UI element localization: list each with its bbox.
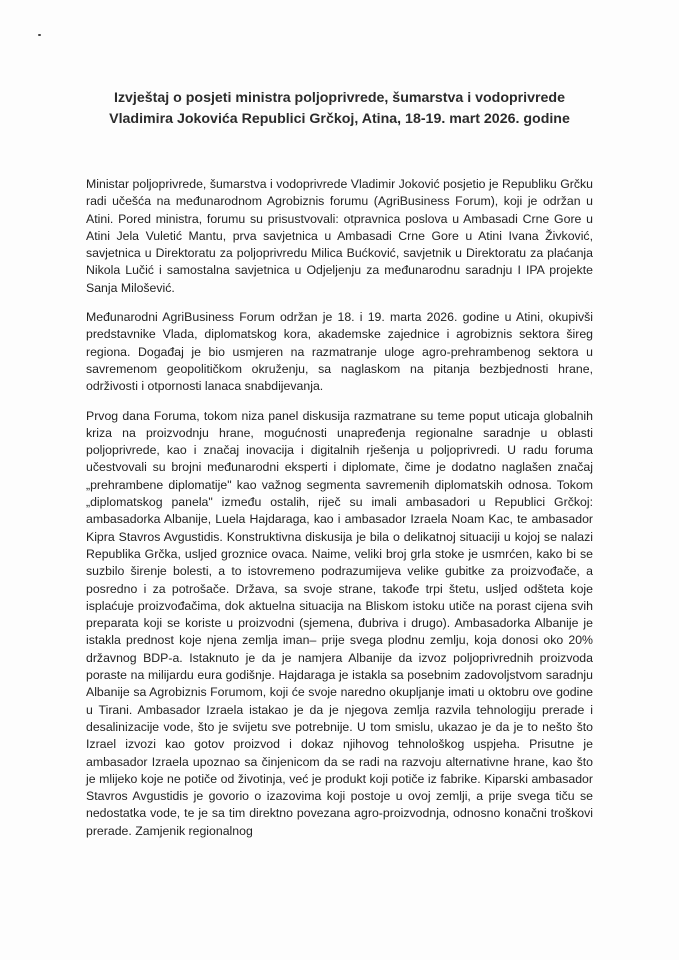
paragraph-1: Ministar poljoprivrede, šumarstva i vodoprivrede Vladimir Joković posjetio je Republiku Grčku radi učešća na međunarodnom Agrobiznis forumu (AgriBusiness Forum), koji je održan u Atini. Pored ministra, forumu su prisustvovali: otpravnica poslova u Ambasadi Crne Gore u Atini Jela Vuletić Mantu, prva savjetnica u Ambasadi Crne Gore u Atini Ivana Živković, savjetnica u Direktoratu za poljoprivredu Milica Bućković, savjetnik u Direktoratu za plaćanja Nikola Lučić i samostalna savjetnica u Odjeljenju za međunarodnu saradnju I IPA projekte Sanja Milošević. <box>86 177 593 295</box>
document-title: Izvještaj o posjeti ministra poljoprivrede, šumarstva i vodoprivrede Vladimira Jokovića Republici Grčkoj, Atina, 18-19. mart 2026. godine <box>109 90 570 127</box>
paragraph-3: Prvog dana Foruma, tokom niza panel diskusija razmatrane su teme poput uticaja globalnih kriza na proizvodnju hrane, mogućnosti unapređenja regionalne saradnje u oblasti poljoprivrede, kao i značaj inovacija i digitalnih rješenja u poljoprivredi. U radu foruma učestvovali su brojni međunarodni eksperti i diplomate, čime je dodatno naglašen značaj „prehrambene diplomatije" kao važnog segmenta savremenih diplomatskih odnosa. Tokom „diplomatskog panela" između ostalih, riječ su imali ambasadori u Republici Grčkoj: ambasadorka Albanije, Luela Hajdaraga, kao i ambasador Izraela Noam Kac, te ambasador Kipra Stavros Avgustidis. Konstruktivna diskusija je bila o delikatnoj situaciji u kojoj se nalazi Republika Grčka, usljed groznice ovaca. Naime, veliki broj grla stoke je usmrćen, kako bi se suzbilo širenje bolesti, a to istovremeno podrazumijeva velike gubitke za proizvođače, a posredno i za potrošače. Država, sa svoje strane, takođe trpi štetu, usljed odšteta koje isplaćuje proizvođačima, dok aktuelna situacija na Bliskom istoku utiče na porast cijena svih preparata koji se koriste u proizvodni (sjemena, đubriva i drugo). Ambasadorka Albanije je istakla prednost koje njena zemlja iman– prije svega plodnu zemlju, koja donosi oko 20% državnog BDP-a. Istaknuto je da je namjera Albanije da izvoz poljoprivrednih proizvoda poraste na milijardu eura godišnje. Hajdaraga je istakla sa posebnim zadovoljstvom saradnju Albanije sa Agrobiznis Forumom, koji će svoje naredno okupljanje imati u oktobru ove godine u Tirani. Ambasador Izraela istakao je da je njegova zemlja razvila tehnologiju prerade i desalinizacije vode, što je svijetu sve potrebnije. U tom smislu, ukazao je da je to nešto što Izrael izvozi kao gotov proizvod i dokaz njihovog tehnološkog uspjeha. Prisutne je ambasador Izraela upoznao sa činjenicom da se radi na razvoju alternativne hrane, kao što je mlijeko koje ne potiče od životinja, već je produkt koji potiče iz fabrike. Kiparski ambasador Stavros Avgustidis je govorio o izazovima koji postoje u ovoj zemlji, a prije svega tiču se nedostatka vode, te je sa tim direktno povezana agro-proizvodnja, odnosno konačni troškovi prerade. Zamjenik regionalnog <box>86 408 593 838</box>
scan-speck <box>38 34 41 36</box>
paragraph-2: Međunarodni AgriBusiness Forum održan je 18. i 19. marta 2026. godine u Atini, okupivši predstavnike Vlada, diplomatskog kora, akademske zajednice i agrobiznis sektora šireg regiona. Događaj je bio usmjeren na razmatranje uloge agro-prehrambenog sektora u savremenom geopolitičkom okruženju, sa naglaskom na pitanja bezbjednosti hrane, održivosti i otpornosti lanaca snabdijevanja. <box>86 310 593 394</box>
